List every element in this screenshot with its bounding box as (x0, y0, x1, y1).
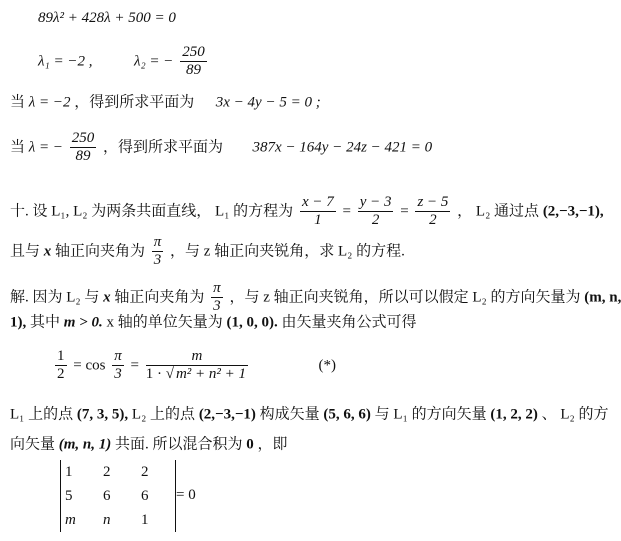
case-1-line (10, 92, 321, 113)
case-2-prefix: 当 (10, 139, 26, 156)
solution-text-c: ，与 z 轴正向夹锐角，所以可以假定 L₂ 的方向矢量为 (229, 289, 581, 306)
pi-over-3-fraction: $\frac{\pi}{3}$ (213, 280, 221, 314)
pi-over-3-fraction: $\frac{\pi}{3}$ (114, 348, 122, 383)
one-half-fraction: $\frac{1}{2}$ (57, 348, 65, 383)
roots-line (38, 44, 210, 79)
det-cell: 2 (141, 463, 149, 480)
direction-vector: (m, n, (584, 289, 621, 306)
solution-text-g: L₁ 上的点 (10, 406, 74, 423)
problem-text-d: 轴正向夹角为 (55, 243, 146, 260)
problem-text-e: ，与 z 轴正向夹锐角，求 L₂ 的方程. (170, 243, 405, 260)
vector-5-6-6: (5, 6, 6) (323, 406, 371, 423)
solution-text-j: 与 L₁ 的方向矢量 (374, 406, 487, 423)
case-2-text: ，得到所求平面为 (103, 139, 224, 156)
det-cell: m (65, 511, 76, 528)
formula-cos: = cos (73, 357, 106, 374)
point-on-l2: (2,−3,−1) (198, 406, 256, 423)
solution-text-i: 构成矢量 (259, 406, 320, 423)
problem-text-b: ， L₂ 通过点 (457, 203, 540, 220)
case-1-prefix: 当 (10, 94, 26, 111)
case-1-text: ，得到所求平面为 (74, 94, 195, 111)
solution-text-m: 共面. 所以混合积为 (115, 436, 243, 453)
x-axis-symbol: x (43, 243, 52, 260)
det-cell: 1 (141, 511, 149, 528)
det-cell: 1 (65, 463, 73, 480)
root-2-fraction: $\frac{250}{89}$ (182, 44, 205, 78)
det-cell: 5 (65, 487, 73, 504)
solution-line-1 (10, 280, 621, 315)
solution-text-b: 轴正向夹角为 (114, 289, 205, 306)
solution-line-2 (10, 312, 417, 333)
case-2-line (10, 130, 432, 165)
determinant (60, 460, 176, 532)
case-2-lambda: λ = − (28, 139, 64, 156)
plane-1: 3x − 4y − 5 = 0 ; (215, 94, 321, 111)
point-on-l2: (2,−3,−1), (542, 203, 604, 220)
problem-text-c: 且与 (10, 243, 41, 260)
problem-line-1: 十. 设 L₁, L₂ 为两条共面直线， L₁ 的方程为 $\frac{x - 7}{1}$ = $\frac{y - 3}{2}$ = $\frac{z - 5}{2}$ ， L₂ 通过点 (2,−3,−1), (10, 194, 604, 228)
solution-text-d: 其中 (30, 314, 61, 331)
problem-line-2 (10, 234, 405, 269)
point-on-l1: (7, 3, 5), (76, 406, 129, 423)
line-eq-fraction-z: $\frac{z - 5}{2}$ (417, 194, 449, 228)
unit-vector: (1, 0, 0). (226, 314, 278, 331)
cosine-formula (52, 348, 336, 383)
solution-text-e: x 轴的单位矢量为 (106, 314, 223, 331)
solution-line-4 (10, 434, 288, 455)
solution-text-k: 、 L₂ 的方 (541, 406, 609, 423)
x-axis-symbol: x (103, 289, 111, 306)
solution-text-l: 向矢量 (10, 436, 56, 453)
det-cell: 6 (103, 487, 111, 504)
solution-text-a: 解. 因为 L₂ 与 (10, 289, 100, 306)
formula-equals: = (130, 357, 139, 374)
m-positive: m > 0. (63, 314, 103, 331)
problem-text-a: 十. 设 L₁, L₂ 为两条共面直线， L₁ 的方程为 (10, 203, 294, 220)
solution-line-3 (10, 404, 608, 425)
line-eq-fraction-y: $\frac{y - 3}{2}$ (359, 194, 392, 228)
line-eq-fraction-x: $\frac{x - 7}{1}$ (301, 194, 334, 228)
m-over-norm-fraction: $\frac{m}{\text{1 · √ m² + n² + 1}}$ (145, 348, 247, 383)
vector-end: 1), (10, 314, 27, 331)
case-1-lambda: λ = −2 (28, 94, 71, 111)
determinant-rhs: = 0 (176, 487, 196, 503)
plane-2: 387x − 164y − 24z − 421 = 0 (252, 139, 433, 156)
case-2-fraction: $\frac{250}{89}$ (71, 130, 95, 164)
vector-1-2-2: (1, 2, 2) (490, 406, 538, 423)
equation-tag: (*) (318, 357, 337, 374)
direction-vector-l2: (m, n, 1) (58, 436, 112, 453)
root-1: λ₁ = −2 , (38, 53, 93, 70)
det-cell: n (103, 511, 111, 528)
solution-text-n: ，即 (257, 436, 288, 453)
root-2-lhs: λ₂ = − (133, 53, 174, 70)
solution-text-f: 由矢量夹角公式可得 (281, 314, 417, 331)
mixed-product-zero: 0 (246, 436, 254, 453)
solution-text-h: L₂ 上的点 (131, 406, 196, 423)
det-cell: 2 (103, 463, 111, 480)
pi-over-3-fraction: $\frac{\pi}{3}$ (153, 234, 162, 268)
det-cell: 6 (141, 487, 149, 504)
characteristic-equation: 89λ² + 428λ + 500 = 0 (38, 10, 176, 26)
